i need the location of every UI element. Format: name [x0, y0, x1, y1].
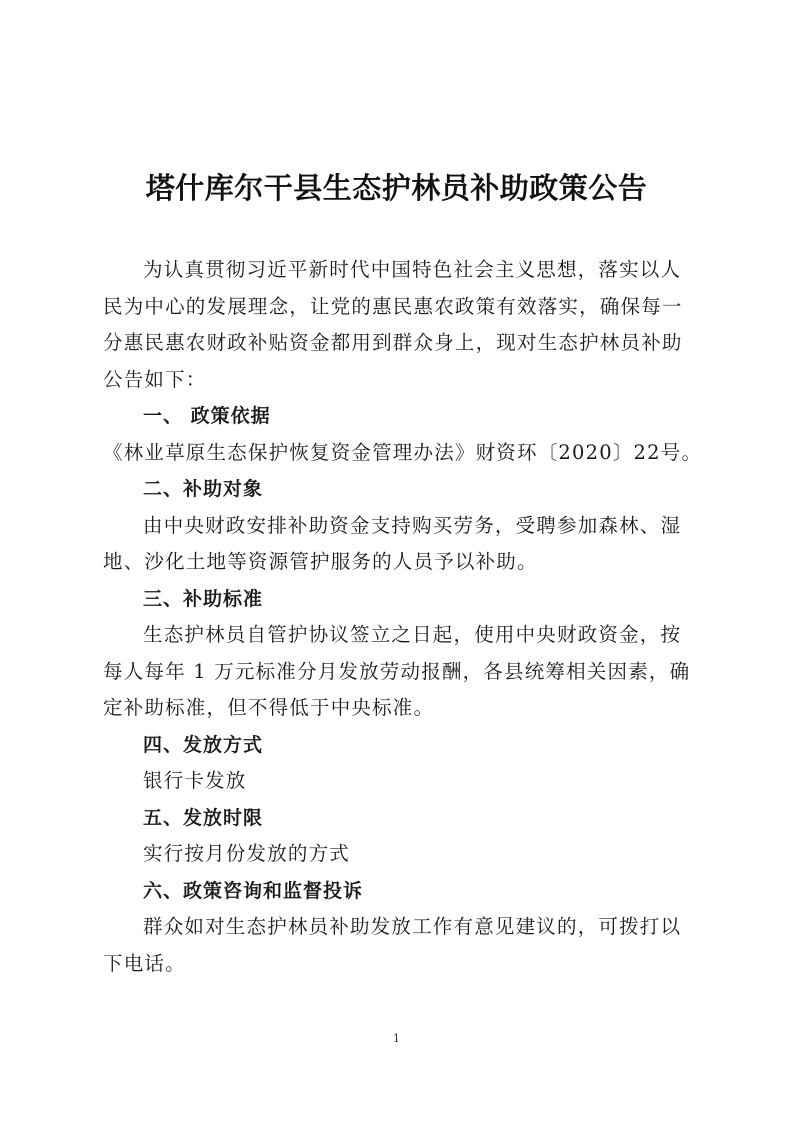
body-line: 生态护林员自管护协议签立之日起，使用中央财政资金，按 [143, 623, 682, 646]
body-line: 群众如对生态护林员补助发放工作有意见建议的，可拨打以 [143, 915, 682, 938]
body-line: 由中央财政安排补助资金支持购买劳务，受聘参加森林、湿 [143, 513, 682, 537]
section-heading: 一、 政策依据 [143, 405, 271, 427]
section-heading: 三、补助标准 [143, 587, 264, 610]
body-line: 每人每年 1 万元标准分月发放劳动报酬，各县统筹相关因素，确 [103, 659, 691, 683]
page-number: 1 [393, 1032, 400, 1045]
body-line: 公告如下： [103, 367, 207, 391]
body-line: 下电话。 [103, 951, 186, 975]
document-body [103, 252, 703, 982]
body-line: 定补助标准，但不得低于中央标准。 [103, 696, 435, 719]
body-line: 地、沙化土地等资源管护服务的人员予以补助。 [103, 550, 538, 573]
document-title: 塔什库尔干县生态护林员补助政策公告 [145, 171, 648, 205]
body-line: 分惠民惠农财政补贴资金都用到群众身上，现对生态护林员补助 [103, 331, 683, 354]
body-line: 实行按月份发放的方式 [143, 842, 351, 865]
section-heading: 六、政策咨询和监督投诉 [143, 879, 364, 902]
body-line: 《林业草原生态保护恢复资金管理办法》财资环〔2020〕22号。 [103, 440, 703, 464]
body-line: 为认真贯彻习近平新时代中国特色社会主义思想，落实以人 [143, 258, 682, 281]
section-heading: 四、发放方式 [143, 733, 264, 756]
section-heading: 二、补助对象 [143, 478, 264, 500]
body-line: 民为中心的发展理念，让党的惠民惠农政策有效落实，确保每一 [103, 294, 683, 318]
section-heading: 五、发放时限 [143, 806, 264, 829]
body-line: 银行卡发放 [143, 769, 247, 792]
